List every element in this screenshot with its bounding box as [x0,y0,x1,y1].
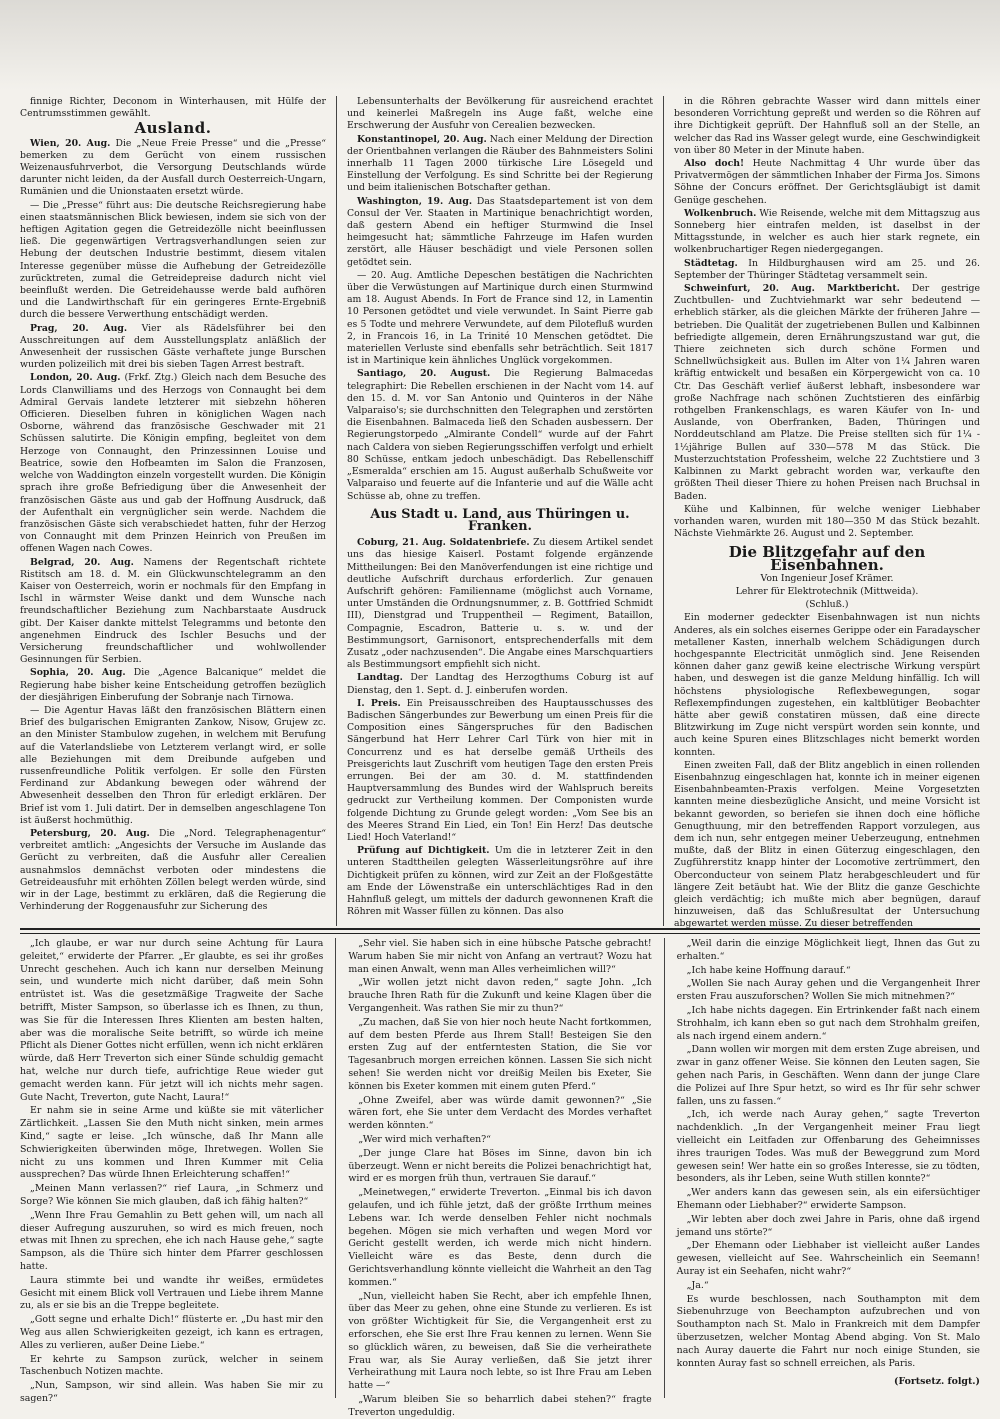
news-item-konstantinopel [347,134,653,195]
article-part: (Schluß.) [805,599,849,611]
news-column-3 [674,96,980,930]
news-section [20,96,980,930]
story-paragraph: „Nun, Sampson, wir sind allein. Was haben Sie mir zu sagen?“ [20,1380,324,1404]
dateline: Prüfung auf Dichtigkeit. [357,845,490,857]
story-paragraph: „Wer anders kann das gewesen sein, als ein eifersüchtiger Ehemann oder Liebhaber?“ erwiderte Sampson. [676,1187,980,1211]
body-text: Das Staatsdepartement ist von dem Consul der Ver. Staaten in Martinique benachrichtigt worden, daß gestern Abend ein heftiger Sturmwind die Insel heimgesucht hat; sämmtliche Fahrzeuge im Hafen wurden zerstört, alle Häuser beschädigt und viele Personen sollen getödtet sein. [347,195,653,268]
article-byline: Von Ingenieur Josef Krämer. [760,572,894,584]
story-paragraph: „Ich glaube, er war nur durch seine Achtung für Laura geleitet,“ erwiderte der Pfarrer. „Er glaubte, es sei ihr großes Unrecht geschehen. Auch ich kann nur derselben Meinung sein, und wunderte mich nicht darüber, daß mein Sohn entrüstet ist. Was die gesetzmäßige Tragweite der Sache betrifft, Mister Sampson, so überlasse ich es Ihnen, zu thun, was Sie für die Interessen Ihres Klienten am besten halten, aber was die moralische Seite betrifft, so würde ich meine Pflicht als Diener Gottes nicht erfüllen, wenn ich nicht erklären würde, daß Herr Treverton sich einer Sünde schuldig gemacht hat, welche nur durch tiefe, aufrichtige Reue wieder gut gemacht werden kann. Für jetzt will ich nichts mehr sagen. Gute Nacht, Treverton, gute Nacht, Laura!“ [20,938,324,1103]
news-item-petersburg [20,828,326,913]
story-paragraph: Es wurde beschlossen, nach Southampton mit dem Siebenuhrzuge von Beechampton aufzubrechen und von Southampton nach St. Malo in Frankreich mit dem Dampfer überzusetzen, welcher Montag Abend abging. Von St. Malo nach Auray dauerte die Fahrt nur noch einige Stunden, sie konnten Auray fast so schnell erreichen, als Paris. [676,1293,980,1369]
continuation-note: (Fortsetz. folgt.) [894,1376,980,1388]
dateline: Städtetag. [684,257,738,269]
story-paragraph: „Ohne Zweifel, aber was würde damit gewonnen?“ „Sie wären fort, ehe Sie unter dem Verdacht des Mordes verhaftet werden könnten.“ [348,1094,652,1132]
story-column-2 [348,938,652,1418]
news-item-havas: — Die Agentur Havas läßt den französischen Blättern einen Brief des bulgarischen Emigranten Zankow, Nisow, Grujew zc. an den Minister Stambulow zugehen, in welchem mit Berufung auf die Vaterlandsliebe von Letzterem verlangt wird, er solle alle Beziehungen mit dem Dreibunde aufgeben und russenfreundliche Politik verfolgen. Er solle den Fürsten Ferdinand zur Abdankung bewegen oder während der Abwesenheit desselben den Thron für erledigt erklären. Der Brief ist vom 1. Juli datirt. Der in demselben angeschlagene Ton ist äußerst hochmüthig. [20,704,326,826]
body-text: Der Landtag des Herzogthums Coburg ist auf Dienstag, den 1. Sept. d. J. einberufen worden. [347,672,653,696]
body-text: Zu diesem Artikel sendet uns das hiesige Kaiserl. Postamt folgende ergänzende Mittheilungen: Bei den Manöverfendungen ist eine richtige und deutliche Aufschrift durchaus erforderlich. Zur genauen Aufschrift gehören: Familienname (möglichst auch Vorname, unter Umständen die Ordnungsnummer, z. B. Gottfried Schmidt III), Dienstgrad und Truppentheil — Regiment, Bataillon, Compagnie, Escadron, Batterie u. s. w. und der Bestimmungsort, Garnisonort, entsprechenderfalls mit dem Zusatz „oder nachzusenden“. Die Angabe eines Marschquartiers als Bestimmungsort empfiehlt sich nicht. [347,537,653,671]
dateline: Belgrad, 20. Aug. [30,556,134,568]
news-item-presse: — Die „Presse“ führt aus: Die deutsche Reichsregierung habe einen staatsmännischen Blick bewiesen, indem sie sich von der heftigen Agitation gegen die Getreidezölle nicht beeinflussen ließ. Die gegenwärtigen Vertragsverhandlungen seien zur Hebung der deutschen Industrie bestimmt, diesem vitalen Interesse gegenüber müsse die Aufhebung der Getreidezölle zurücktreten, zumal die Getreidepreise dadurch nicht viel beeinflußt werden. Die Getreidehausse werde bald aufhören und die Landwirthschaft für ein geringeres Ernte-Ergebniß durch die bessere Verwerthung entschädigt werden. [20,199,326,321]
feuilleton-section [20,938,980,1418]
continued-paragraph: in die Röhren gebrachte Wasser wird dann mittels einer besonderen Vorrichtung gepreßt und werden so die Röhren auf ihre Dichtigkeit geprüft. Der Hahnfluß soll an der Stelle, an welcher das Rad ins Wasser gelegt wurde, eine Geschwindigkeit von über 80 Meter in der Minute haben. [674,96,980,156]
dateline: London, 20. Aug. [30,372,121,384]
story-paragraph: „Wir wollen jetzt nicht davon reden,“ sagte John. „Ich brauche Ihren Rath für die Zukunft und keine Klagen über die Vergangenheit. Was rathen Sie mir zu thun?“ [348,977,652,1014]
story-paragraph: „Warum bleiben Sie so beharrlich dabei stehen?“ fragte Treverton ungeduldig. [348,1393,652,1418]
news-column-2 [347,96,653,926]
dateline: Prag, 20. Aug. [30,322,128,334]
story-paragraph: „Ich habe nichts dagegen. Ein Ertrinkender faßt nach einem Strohhalm, ich kann eben so gut nach dem Strohhalm greifen, als nach irgend einem andern.“ [676,1004,980,1042]
body-text: Die „Neue Freie Presse“ und die „Presse“ bemerken zu dem Gerücht von einem russischen Weizenausfuhrverbot, die Versorgung Deutschlands würde darunter nicht leiden, da der Ausfall durch Oesterreich-Ungarn, Rumänien und die Unionstaaten ersetzt würde. [20,137,326,198]
column-rule [335,938,336,1398]
news-column-1 [20,96,326,926]
intro-paragraph: finnige Richter, Deconom in Winterhausen, mit Hülfe der Centrumsstimmen gewählt. [20,96,326,120]
news-item-wolkenbruch [674,208,980,257]
news-item-staedtetag [674,258,980,282]
news-item-santiago [347,368,653,502]
story-paragraph: „Nun, vielleicht haben Sie Recht, aber ich empfehle Ihnen, über das Meer zu gehen, ohne eine Stunde zu verlieren. Es ist von größter Wichtigkeit für Sie, die Vergangenheit erst zu erforschen, ehe Sie erst Ihre Frau kennen zu lernen. Wenn Sie so glücklich wären, zu beweisen, daß Sie die verheirathete Frau war, als Sie Auray verließen, daß Sie jetzt ihrer Verheirathung mit Laura noch lebte, so ist Ihre Frau am Leben hatte —“ [348,1290,652,1392]
body-text: Die Regierung Balmacedas telegraphirt: Die Rebellen erschienen in der Nacht vom 14. auf den 15. d. M. vor San Antonio und Quinteros in der Nähe Valparaiso's; sie durchschnitten den Telegraphen und zerstörten die Eisenbahnen. Balmaceda ließ den Schaden ausbessern. Der Regierungstorpedo „Almirante Condell“ wurde auf der Fahrt nach Caldera von sieben Regierungsschiffen verfolgt und erhielt 80 Schüsse, entkam jedoch unbeschädigt. Das Rebellenschiff „Esmeralda“ erschien am 15. August außerhalb Schußweite vor Valparaiso und feuerte auf die Infanterie und auf die Wälle acht Schüsse ab, ohne zu treffen. [347,368,653,502]
story-paragraph: „Ja.“ [686,1279,709,1291]
news-item-schweinfurt [674,283,980,503]
column-rule [336,96,337,926]
newspaper-page [20,96,980,1418]
news-item-preis [347,698,653,844]
story-paragraph: „Meinetwegen,“ erwiderte Treverton. „Einmal bis ich davon gelaufen, und ich fühle jetzt, daß der größte Irrthum meines Lebens war. Ich werde denselben Fehler nicht nochmals begehen. Mögen sie mich verhaften und wegen Mord vor Gericht gestellt werden, ich werde mich nicht hindern. Vielleicht wäre es das Beste, denn durch die Gerichtsverhandlung könnte vielleicht die Wahrheit an den Tag kommen.“ [348,1187,652,1288]
feuilleton-divider [20,928,980,934]
dateline: Schweinfurt, 20. Aug. Marktbericht. [684,283,900,295]
news-item-london [20,372,326,555]
dateline: Wien, 20. Aug. [30,137,111,149]
news-item-landtag [347,672,653,696]
news-item-belgrad [20,557,326,667]
body-text: Die „Nord. Telegraphenagentur“ verbreitet amtlich: „Angesichts der Versuche im Auslande das Gerücht zu verbreiten, daß die Ausfuhr aller Cerealien ausnahmslos demnächst verboten oder mindestens die Getreideausfuhr mit erhöhten Zöllen belegt werden würde, sind wir in der Lage, bestimmt zu erklären, daß die Regierung die Verhinderung der Roggenausfuhr zur Sicherung des [20,827,326,913]
dateline: Petersburg, 20. Aug. [30,827,150,839]
story-paragraph: „Wollen Sie nach Auray gehen und die Vergangenheit Ihrer ersten Frau auszuforschen? Wollen Sie mich mitnehmen?“ [676,978,980,1003]
story-paragraph: „Ich, ich werde nach Auray gehen,“ sagte Treverton nachdenklich. „In der Vergangenheit meiner Frau liegt vielleicht ein Leitfaden zur Offenbarung des Geheimnisses ihres traurigen Todes. Was muß der Beweggrund zum Mord gewesen sein! Wer hatte ein so großes Interesse, sie zu tödten, besonders, als ihr Leben, seine Wuth stillen konnte?“ [676,1109,980,1185]
dateline: Coburg, 21. Aug. Soldatenbriefe. [357,537,530,549]
dateline: Santiago, 20. August. [357,368,491,380]
story-paragraph: „Wir lebten aber doch zwei Jahre in Paris, ohne daß irgend jemand uns störte?“ [676,1213,980,1238]
body-text: Ein Preisausschreiben des Hauptausschusses des Badischen Sängerbundes zur Bewerbung um einen Preis für die Composition eines Sängerspruches für den Badischen Sängerbund hat Herr Lehrer Carl Türk von hier mit in Concurrenz und es hat derselbe gemäß Urtheils des Preisgerichts laut Zuschrift vom heutigen Tage den ersten Preis errungen. Bei der am 30. d. M. stattfindenden Hauptversammlung des Bundes wird der Wahlspruch bereits gedruckt zur Vertheilung kommen. Der Componisten wurde folgende Dichtung zu Grunde gelegt worden: „Vom See bis an des Meeres Strand Ein Lied, ein Ton! Ein Herz! Das deutsche Lied! Hoch Vaterland!“ [347,697,653,843]
story-paragraph: „Meinen Mann verlassen?“ rief Laura, „in Schmerz und Sorge? Wie können Sie mich glauben, daß ich fähig halten?“ [20,1183,324,1207]
story-paragraph: „Gott segne und erhalte Dich!“ flüsterte er. „Du hast mir den Weg aus allen Schwierigkeiten gezeigt, ich kann es ertragen, Alles zu verlieren, außer Deine Liebe.“ [20,1314,324,1351]
article-byline-role: Lehrer für Elektrotechnik (Mittweida). [735,585,919,597]
dateline: Washington, 19. Aug. [357,195,473,207]
news-item-pruefung [347,845,653,918]
body-text: Namens der Regentschaft richtete Ristitsch am 18. d. M. ein Glückwunschtelegramm an den Kaiser von Oesterreich, worin er nochmals für den Empfang in Ischl in wärmster Weise dankt und dem Wunsche nach freundschaftlicher Beziehung zum Nachbarstaate Ausdruck gibt. Der Kaiser dankte mittelst Telegramms und betonte den angenehmen Eindruck des Ischler Besuchs und der Versicherung freundschaftlicher und wohlwollender Gesinnungen für Serbien. [20,556,326,666]
dateline: Also doch! [684,158,745,170]
article-paragraph: Einen zweiten Fall, daß der Blitz angeblich in einen rollenden Eisenbahnzug eingeschlagen hat, konnte ich in meiner eigenen Eisenbahnbeamten-Praxis verfolgen. Meine Vorgesetzten kannten meine diesbezügliche Ansicht, und meine Vorsicht ist bekannt geworden, so beriefen sie ihnen doch eine höfliche Genugthuung, mir den betreffenden Rapport vorzulegen, aus dem ich nun, sehr entgegen meiner Ueberzeugung, entnehmen mußte, daß der Blitz in einen Güterzug eingeschlagen, den Zugführerstitz knapp hinter der Locomotive zertrümmert, den Oberconducteur von seinem Platz herabgeschleudert und für längere Zeit betäubt hat. Wie der Blitz die ganze Geschichte gleich verdächtig; ich mußte mich aber begnügen, darauf hinzuweisen, daß das Schlußresultat der Untersuchung abgewartet werden müsse. Zu dieser betreffenden [674,759,980,930]
story-paragraph: „Dann wollen wir morgen mit dem ersten Zuge abreisen, und zwar in ganz offener Weise. Sie können den Leuten sagen, Sie gehen nach Paris, in Geschäften. Wenn dann der junge Clare die Polizei auf Ihre Spur hetzt, so wird es Ihr für sehr schwer fallen, uns zu fassen.“ [676,1044,980,1107]
dateline: I. Preis. [357,697,401,709]
story-column-3 [677,938,980,1398]
news-item-washington [347,196,653,269]
body-text: Heute Nachmittag 4 Uhr wurde über das Privatvermögen der sämmtlichen Inhaber der Firma Jos. Simons Söhne der Concurs eröffnet. Der Gerichtsgläubigt ist damit Genüge geschehen. [674,158,980,206]
news-item-coburg [347,537,653,671]
story-paragraph: Er nahm sie in seine Arme und küßte sie mit väterlicher Zärtlichkeit. „Lassen Sie den Muth nicht sinken, mein armes Kind,“ sagte er leise. „Ich wünsche, daß Ihr Mann alle Schwierigkeiten überwinden möge, Ihretwegen. Wollen Sie nicht zu uns kommen und Ihren Kummer mit Celia aussprechen? Das würde Ihnen Erleichterung schaffen!“ [20,1105,324,1181]
body-text: Die „Agence Balcanique“ meldet die Regierung habe bisher keine Entscheidung getroffen bezüglich der diesjährigen Einberufung der Sobranje nach Tirnowa. [20,667,327,703]
dateline: Konstantinopel, 20. Aug. [357,133,487,145]
dateline: Sophia, 20. Aug. [30,667,126,679]
column-rule [663,96,664,926]
body-text: Nach einer Meldung der Direction der Orientbahnen verlangen die Räuber des Bahnmeisters Solini innerhalb 11 Tagen 2000 türkische Lire Lösegeld und Einstellung der Verfolgung. Es sind Schritte bei der Regierung und beim italienischen Botschafter gethan. [347,133,653,194]
story-paragraph: „Zu machen, daß Sie von hier noch heute Nacht fortkommen, auf dem besten Pferde aus Ihrem Stall! Besteigen Sie den ersten Zug auf der entferntesten Station, die Sie vor Tagesanbruch morgen erreichen können. Lassen Sie sich nicht sehen! Sie werden nicht vor dreißig Meilen bis Exeter, Sie können bis Exeter kommen mit einem guten Pferd.“ [348,1016,652,1092]
continued-paragraph: Lebensunterhalts der Bevölkerung für ausreichend erachtet und keinerlei Maßregeln ins Auge faßt, welche eine Erschwerung der Ausfuhr von Cerealien bezwecken. [347,96,653,132]
dateline: Landtag. [357,672,403,684]
body-text: Um die in letzterer Zeit in den unteren Stadttheilen gelegten Wässerleitungsröhre auf ihre Dichtigkeit prüfen zu können, wird zur Zeit an der Floßgestätte am Ende der Löwenstraße ein unterschlächtiges Rad in den Hahnfluß gelegt, um mittels der dadurch gewonnenen Kraft die Röhren mit Wasser füllen zu können. Das also [347,845,653,918]
story-paragraph: Er kehrte zu Sampson zurück, welcher in seinem Taschenbuch Notizen machte. [20,1353,324,1378]
news-item-also-doch [674,158,980,207]
story-paragraph: „Wenn Ihre Frau Gemahlin zu Bett gehen will, um nach all dieser Aufregung auszuruhen, so wird es mich freuen, noch etwas mit Ihnen zu sprechen, ehe ich nach Hause gehe,“ sagte Sampson, als die Thüre sich hinter dem Pfarrer geschlossen hatte. [20,1209,324,1272]
story-paragraph: „Weil darin die einzige Möglichkeit liegt, Ihnen das Gut zu erhalten.“ [676,938,980,962]
news-item-prag [20,323,326,372]
story-paragraph: „Der Ehemann oder Liebhaber ist vielleicht außer Landes gewesen, vielleicht auf See. Wahrscheinlich ein Seemann! Auray ist ein Seehafen, nicht wahr?“ [676,1240,980,1277]
column-rule [664,938,665,1398]
body-text: In Hildburghausen wird am 25. und 26. September der Thüringer Städtetag versammelt sein. [674,257,980,281]
news-item-sophia [20,667,326,704]
body-text: Der gestrige Zuchtbullen- und Zuchtviehmarkt war sehr bedeutend — erheblich stärker, als die gleichen Märkte der früheren Jahre — betrieben. Die Qualität der zugetriebenen Bullen und Kalbinnen befriedigte allgemein, deren Ernährungszustand war gut, die Thiere zeichneten sich durch schöne Formen und Schnellwüchsigkeit aus. Bullen im Alter von 1¼ Jahren waren kräftig entwickelt und besaßen ein Körpergewicht von ca. 10 Ctr. Das Geschäft verlief äußerst lebhaft, insbesondere war große Nachfrage nach schönen Zuchtstieren des einfärbig rothgelben Frankenschlags, es waren Käufer von In- und Auslande, von Oberfranken, Baden, Thüringen und Norddeutschland am Platze. Die Preise stellten sich für 1¼ - 1½jährige Bullen auf 330—578 M das Stück. Die Musterzuchtstation Professheim, welche 22 Zuchtstiere und 3 Kalbinnen zu Markt gebracht worden war, verkaufte den größten Theil dieser Thiere zu hohen Preisen nach Bruchsal in Baden. [674,283,980,502]
dateline: Wolkenbruch. [684,207,757,219]
story-paragraph: „Wer wird mich verhaften?“ [358,1133,491,1145]
body-text: Vier als Rädelsführer bei den Ausschreitungen auf dem Ausstellungsplatz anläßlich der Anwesenheit der russischen Gäste verhaftete junge Burschen wurden polizeilich mit drei bis sieben Tagen Arrest bestraft. [20,322,326,371]
story-column-1 [20,938,324,1404]
news-item-wien [20,138,326,199]
article-title: Die Blitzgefahr auf den Eisenbahnen. [728,543,926,574]
story-paragraph: „Der junge Clare hat Böses im Sinne, davon bin ich überzeugt. Wenn er nicht bereits die Polizei benachrichtigt hat, wird er es morgen früh thun, vertrauen Sie darauf.“ [348,1147,652,1185]
section-title-regional: Aus Stadt u. Land, aus Thüringen u. Franken. [370,506,630,534]
news-item-martinique: — 20. Aug. Amtliche Depeschen bestätigen die Nachrichten über die Verwüstungen auf Martinique durch einen Sturmwind am 18. August Abends. In Fort de France sind 12, in Lamentin 10 Personen getödtet und viele verwundet. In Saint Pierre gab es 5 Todte und mehrere Verwundete, auf dem Pilotefluß wurden 2, in Francois 16, in La Trinité 10 Menschen getödtet. Die materiellen Verluste sind ebenfalls sehr beträchtlich. Seit 1817 ist in Martinique kein ähnliches Unglück vorgekommen. [347,269,653,367]
body-text: (Frkf. Ztg.) Gleich nach dem Besuche des Lords Clanwilliams und des Herzogs von Connaught bei dem Admiral Gervais landete letzterer mit siebzehn höheren Officieren. Dieselben fuhren in königlichen Wagen nach Osborne, während das französische Geschwader mit 21 Schüssen salutirte. Die Königin empfing, begleitet von dem Herzoge von Connaught, den Prinzessinnen Louise und Beatrice, sowie den Hofbeamten im Salon die Franzosen, welche von Waddington einzeln vorgestellt wurden. Die Königin sprach ihre große Befriedigung über die Anwesenheit der französischen Gäste aus und gab der Hoffnung Ausdruck, daß der Aufenthalt ein vergnüglicher sein werde. Nachdem die französischen Gäste sich verabschiedet hatten, fuhr der Herzog von Connaught mit dem Prinzen Heinrich von Preußen im offenen Wagen nach Cowes. [20,372,326,555]
story-paragraph: Laura stimmte bei und wandte ihr weißes, ermüdetes Gesicht mit einem Blick voll Vertrauen und Liebe ihrem Manne zu, als er sie bis an die Treppe begleitete. [20,1274,324,1312]
section-title-ausland: Ausland. [134,119,212,138]
article-paragraph: Ein moderner gedeckter Eisenbahnwagen ist nun nichts Anderes, als ein solches eisernes Gerippe oder ein Faradayscher metallener Kasten, innerhalb welchem Schädigungen durch hochgespannte Electricität unmöglich sind. Jene Reisenden können daher ganz gewiß keine electrische Wirkung verspürt haben, und deswegen ist die ganze Meldung hinfällig. Ich will höchstens physiologische Reflexbewegungen, sogar Reflexempfindungen zugestehen, ein kaltblütiger Beobachter hätte aber gewiß constatiren müssen, daß eine directe Blitzwirkung im Zuge nicht verspürt worden sein konnte, und auch keine Spuren eines Blitzschlages nicht bemerkt worden konnten. [674,612,980,758]
scan-top-margin [0,0,1000,90]
body-text: Wie Reisende, welche mit dem Mittagszug aus Sonneberg hier eintrafen melden, ist daselbst in der Mittagsstunde, in welcher es auch hier stark regnete, ein wolkenbruchartiger Regen niedergegangen. [674,207,980,256]
story-paragraph: „Ich habe keine Hoffnung darauf.“ [686,964,851,976]
story-paragraph: „Sehr viel. Sie haben sich in eine hübsche Patsche gebracht! Warum haben Sie mir nicht von Anfang an vertraut? Wozu hat man einen Anwalt, wenn man Alles verheimlichen will?“ [348,938,652,975]
news-item-kuehe: Kühe und Kalbinnen, für welche weniger Liebhaber vorhanden waren, wurden mit 180—350 M das Stück bezahlt. Nächste Viehmärkte 26. August und 2. September. [674,503,980,540]
